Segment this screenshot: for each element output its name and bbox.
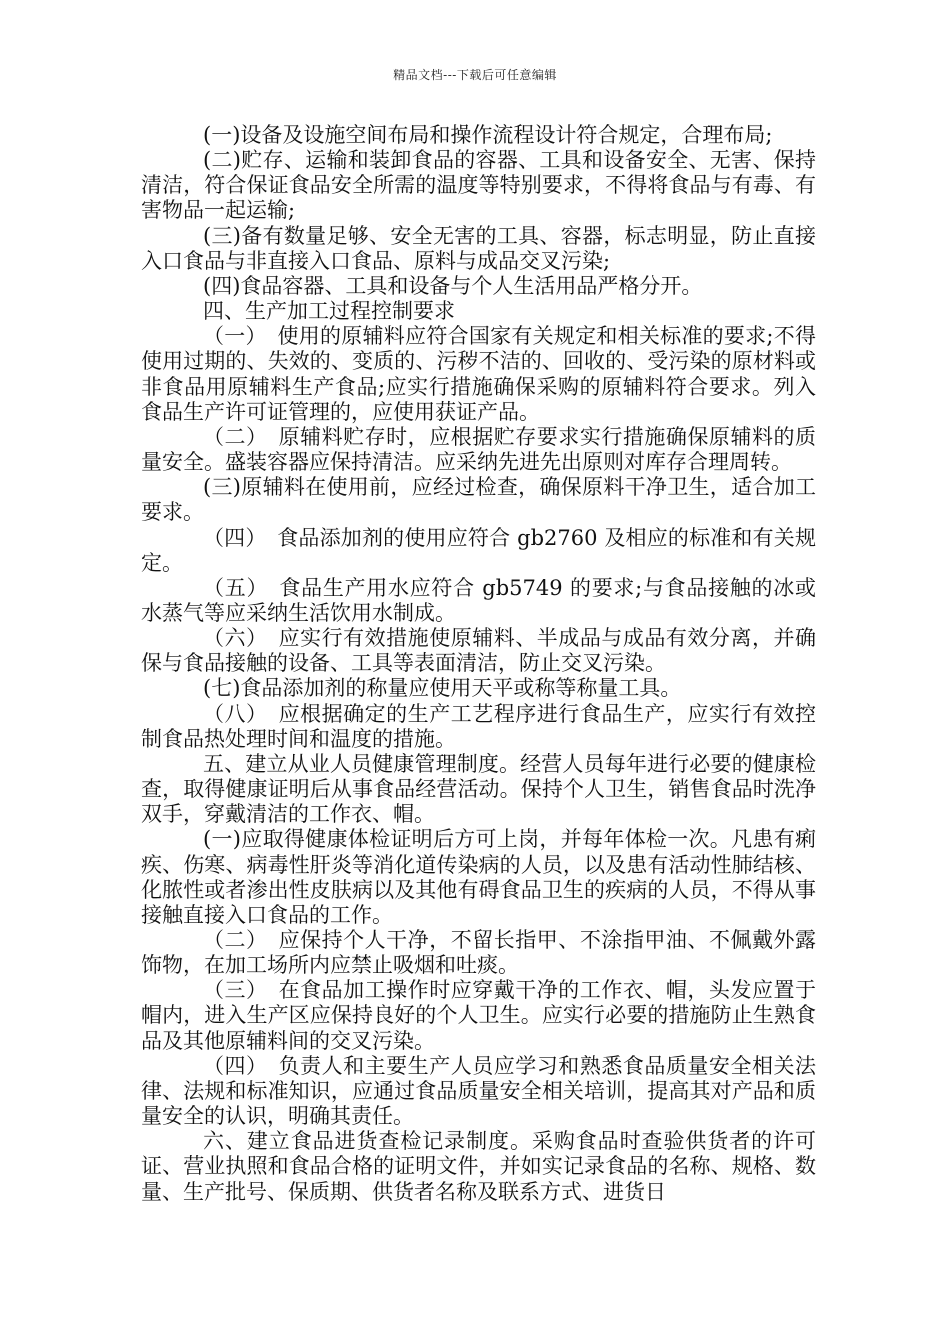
paragraph: (一)设备及设施空间布局和操作流程设计符合规定，合理布局; bbox=[203, 123, 773, 147]
paragraph: （五） 食品生产用水应符合 gb5749 的要求;与食品接触的冰或水蒸气等应采纳生活饮用水制成。 bbox=[141, 575, 816, 625]
paragraph: (三)原辅料在使用前，应经过检查，确保原料干净卫生，适合加工要求。 bbox=[141, 475, 816, 525]
paragraph: （二） 原辅料贮存时，应根据贮存要求实行措施确保原辅料的质量安全。盛装容器应保持清洁。应采纳先进先出原则对库存合理周转。 bbox=[141, 424, 816, 475]
paragraph: (四)食品容器、工具和设备与个人生活用品严格分开。 bbox=[203, 273, 703, 298]
paragraph: （二） 应保持个人干净，不留长指甲、不涂指甲油、不佩戴外露饰物，在加工场所内应禁止吸烟和吐痰。 bbox=[141, 928, 816, 978]
document-body bbox=[141, 123, 816, 1205]
paragraph: (一)应取得健康体检证明后方可上岗，并每年体检一次。凡患有痢疾、伤寒、病毒性肝炎等消化道传染病的人员，以及患有活动性肺结核、化脓性或者渗出性皮肤病以及其他有碍食品卫生的疾病的人员，不得从事接触直接入口食品的工作。 bbox=[141, 827, 816, 927]
section-heading: 四、生产加工过程控制要求 bbox=[203, 299, 455, 324]
paragraph: （四） 食品添加剂的使用应符合 gb2760 及相应的标准和有关规定。 bbox=[141, 525, 816, 575]
paragraph: （一） 使用的原辅料应符合国家有关规定和相关标准的要求;不得使用过期的、失效的、变质的、污秽不洁的、回收的、受污染的原材料或非食品用原辅料生产食品;应实行措施确保采购的原辅料符合要求。列入食品生产许可证管理的，应使用获证产品。 bbox=[141, 324, 816, 424]
section-paragraph: 六、建立食品进货查检记录制度。采购食品时查验供货者的许可证、营业执照和食品合格的证明文件，并如实记录食品的名称、规格、数量、生产批号、保质期、供货者名称及联系方式、进货日 bbox=[141, 1129, 816, 1204]
paragraph: （三） 在食品加工操作时应穿戴干净的工作衣、帽，头发应置于帽内，进入生产区应保持良好的个人卫生。应实行必要的措施防止生熟食品及其他原辅料间的交叉污染。 bbox=[141, 978, 816, 1053]
paragraph: （八） 应根据确定的生产工艺程序进行食品生产，应实行有效控制食品热处理时间和温度的措施。 bbox=[141, 701, 816, 751]
paragraph: (三)备有数量足够、安全无害的工具、容器，标志明显，防止直接入口食品与非直接入口食品、原料与成品交叉污染; bbox=[141, 223, 816, 273]
section-paragraph: 五、建立从业人员健康管理制度。经营人员每年进行必要的健康检查，取得健康证明后从事食品经营活动。保持个人卫生，销售食品时洗净双手，穿戴清洁的工作衣、帽。 bbox=[141, 751, 816, 827]
paragraph: (二)贮存、运输和装卸食品的容器、工具和设备安全、无害、保持清洁，符合保证食品安全所需的温度等特别要求，不得将食品与有毒、有害物品一起运输; bbox=[141, 148, 816, 223]
page-header: 精品文档---下载后可任意编辑 bbox=[393, 68, 557, 82]
paragraph: （四） 负责人和主要生产人员应学习和熟悉食品质量安全相关法律、法规和标准知识，应通过食品质量安全相关培训，提高其对产品和质量安全的认识，明确其责任。 bbox=[141, 1053, 816, 1129]
paragraph: （六） 应实行有效措施使原辅料、半成品与成品有效分离，并确保与食品接触的设备、工具等表面清洁，防止交叉污染。 bbox=[141, 626, 816, 676]
paragraph: (七)食品添加剂的称量应使用天平或称等称量工具。 bbox=[203, 676, 682, 701]
